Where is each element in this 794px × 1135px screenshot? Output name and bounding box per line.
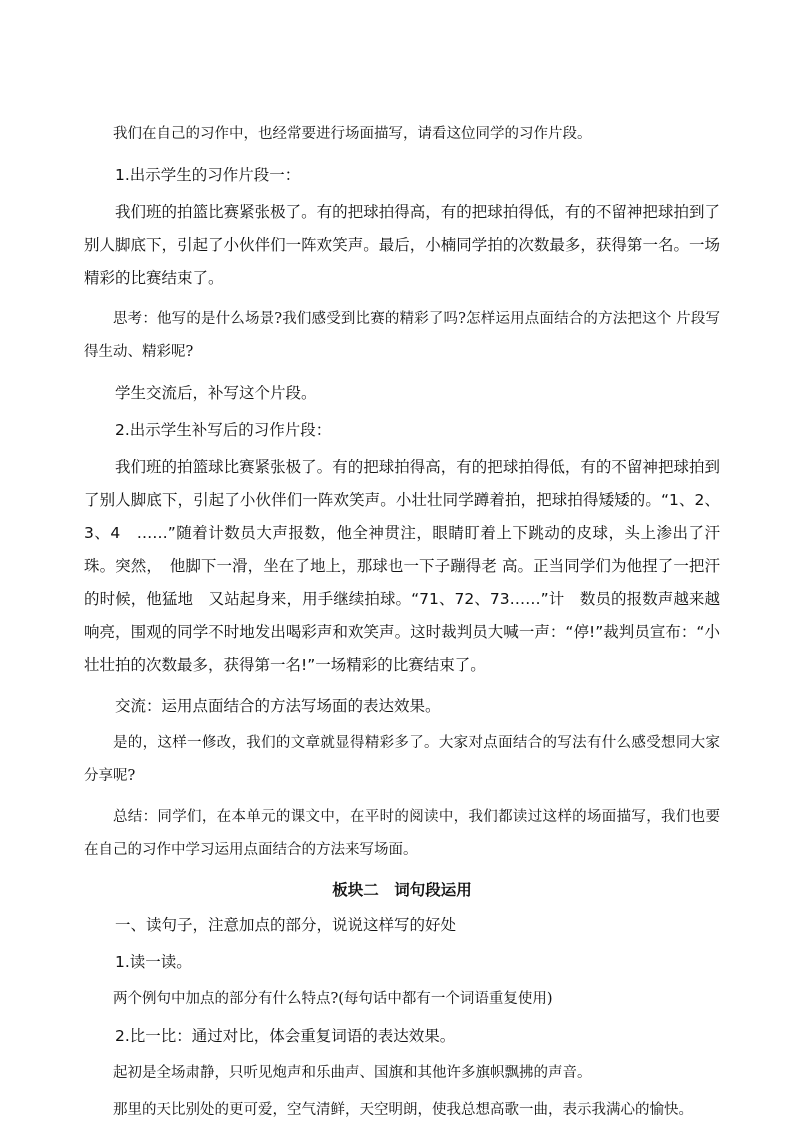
paragraph-excerpt2: 我们班的拍篮球比赛紧张极了。有的把球拍得高，有的把球拍得低，有的不留神把球拍到了别人脚底下，引起了小伙伴们一阵欢笑声。小壮壮同学蹲着拍，把球拍得矮矮的。“1、2、3、4 ……”随着计数员大声报数，他全神贯注，眼睛盯着上下跳动的皮球，头上渗出了汗珠。突然， 他脚下一滑，坐在了地上，那球也一下子蹦得老 高。正当同学们为他捏了一把汗的时候，他猛地 又站起身来，用手继续拍球。“71、72、73……”计 数员的报数声越来越响亮，围观的同学不时地发出喝彩声和欢笑声。这时裁判员大喊一声：“停!”裁判员宣布：“小壮壮拍的次数最多，获得第一名!”一场精彩的比赛结束了。	[84, 458, 720, 674]
paragraph-summary: 总结：同学们，在本单元的课文中，在平时的阅读中，我们都读过这样的场面描写，我们也要在自己的习作中学习运用点面结合的方法来写场面。	[84, 809, 720, 858]
paragraph-task: 一、读句子，注意加点的部分，说说这样写的好处	[115, 916, 457, 934]
paragraph-think: 思考：他写的是什么场景?我们感受到比赛的精彩了吗?怎样运用点面结合的方法把这个 片段写得生动、精彩呢?	[84, 311, 720, 360]
paragraph-read: 1.读一读。	[115, 953, 192, 971]
paragraph-exchange: 交流：运用点面结合的方法写场面的表达效果。	[115, 697, 441, 715]
paragraph-step1-title: 1.出示学生的习作片段一：	[115, 166, 301, 184]
section-heading: 板块二 词句段运用	[332, 881, 472, 899]
paragraph-step2-title: 2.出示学生补写后的习作片段：	[115, 421, 332, 439]
paragraph-feature: 两个例句中加点的部分有什么特点?(每句话中都有一个词语重复使用)	[113, 991, 553, 1007]
paragraph-discuss: 学生交流后，补写这个片段。	[115, 384, 317, 402]
document-page	[84, 118, 720, 1135]
paragraph-example1: 起初是全场肃静，只听见炮声和乐曲声、国旗和其他许多旗帜飘拂的声音。	[113, 1065, 592, 1081]
paragraph-excerpt1: 我们班的拍篮比赛紧张极了。有的把球拍得高，有的把球拍得低，有的不留神把球拍到了别人脚底下，引起了小伙伴们一阵欢笑声。最后，小楠同学拍的次数最多，获得第一名。一场精彩的比赛结束了。	[84, 203, 720, 287]
paragraph-compare: 2.比一比：通过对比，体会重复词语的表达效果。	[115, 1027, 456, 1045]
paragraph-intro: 我们在自己的习作中，也经常要进行场面描写，请看这位同学的习作片段。	[113, 126, 592, 142]
paragraph-example2: 那里的天比别处的更可爱，空气清鲜，天空明朗，使我总想高歌一曲，表示我满心的愉快。	[113, 1102, 693, 1118]
paragraph-response: 是的，这样一修改，我们的文章就显得精彩多了。大家对点面结合的写法有什么感受想同大家分享呢?	[84, 735, 720, 784]
